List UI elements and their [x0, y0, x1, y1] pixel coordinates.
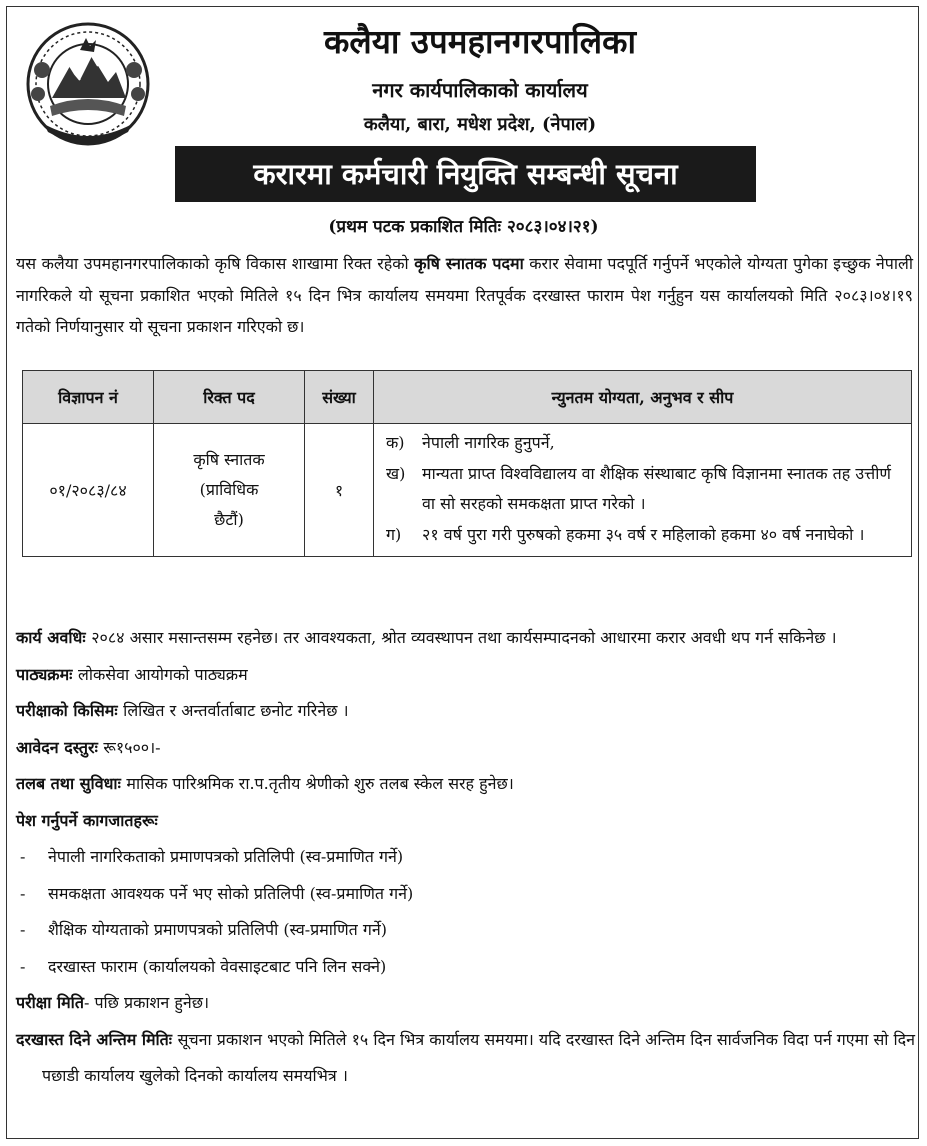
header-post: रिक्त पद: [154, 371, 305, 424]
office-address: कलैया, बारा, मधेश प्रदेश, (नेपाल): [363, 114, 597, 135]
work-term: कार्य अवधिः २०८४ असार मसान्तसम्म रहनेछ। तर आवश्यकता, श्रोत व्यवस्थापन तथा कार्यसम्पादनको आधारमा करार अवधी थप गर्न सकिनेछ ।: [16, 628, 837, 647]
qualification-item: [386, 459, 901, 520]
document-item: - दरखास्त फाराम (कार्यालयको वेवसाइटबाट पनि लिन सक्ने): [20, 956, 387, 976]
table-header-row: [23, 371, 912, 424]
post-line: छैटौं): [214, 510, 244, 529]
intro-post-name: कृषि स्नातक पदमा: [414, 254, 524, 273]
vacancy-table: [22, 370, 912, 557]
post-line: कृषि स्नातक: [193, 450, 265, 469]
syllabus: पाठ्यक्रमः लोकसेवा आयोगको पाठ्यक्रम: [16, 664, 248, 684]
office-name: नगर कार्यपालिकाको कार्यालय: [372, 78, 588, 102]
qualification-item: [386, 520, 901, 551]
exam-date: परीक्षा मिति- पछि प्रकाशन हुनेछ।: [16, 993, 210, 1012]
qualification-item: [386, 428, 901, 459]
application-deadline: दरखास्त दिने अन्तिम मितिः सूचना प्रकाशन भएको मितिले १५ दिन भित्र कार्यालय समयमा। यदि दरखास्त दिने अन्तिम दिन सार्वजनिक विदा पर्न गएमा सो दिन पछाडी कार्यालय खुलेको दिनको कार्यालय समयभित्र ।: [16, 1029, 916, 1085]
header-qualification: न्युनतम योग्यता, अनुभव र सीप: [374, 371, 912, 424]
exam-type: परीक्षाको किसिमः लिखित र अन्तर्वार्ताबाट छनोट गरिनेछ ।: [16, 701, 349, 720]
qualification-marker: क): [386, 433, 405, 452]
cell-post: [154, 424, 305, 557]
documents-heading: पेश गर्नुपर्ने कागजातहरूः: [16, 810, 158, 830]
document-item: - समकक्षता आवश्यक पर्ने भए सोको प्रतिलिपी (स्व-प्रमाणित गर्ने): [20, 883, 414, 903]
intro-text-1: यस कलैया उपमहानगरपालिकाको कृषि विकास शाखामा रिक्त रहेको: [16, 254, 415, 273]
notice-details: [16, 620, 916, 1095]
header-ad-number: विज्ञापन नं: [23, 371, 154, 424]
cell-count: १: [305, 424, 374, 557]
qualification-marker: ग): [386, 524, 402, 544]
header-count: संख्या: [305, 371, 374, 424]
municipality-emblem-icon: [20, 20, 156, 148]
publication-date: (प्रथम पटक प्रकाशित मितिः २०८३।०४।२१): [328, 217, 599, 237]
qualification-marker: ख): [386, 463, 406, 483]
qualification-text: नेपाली नागरिक हुनुपर्ने,: [422, 433, 555, 452]
organization-name: कलैया उपमहानगरपालिका: [323, 22, 637, 61]
document-item: - शैक्षिक योग्यताको प्रमाणपत्रको प्रतिलिपी (स्व-प्रमाणित गर्ने): [20, 920, 387, 939]
cell-ad-number: ०१/२०८३/८४: [23, 424, 154, 557]
cell-qualifications: [374, 424, 912, 557]
qualification-text: मान्यता प्राप्त विश्वविद्यालय वा शैक्षिक संस्थाबाट कृषि विज्ञानमा स्नातक तह उत्तीर्ण वा सो सरहको समकक्षता प्राप्त गरेको ।: [422, 463, 891, 513]
qualification-text: २१ वर्ष पुरा गरी पुरुषको हकमा ३५ वर्ष र महिलाको हकमा ४० वर्ष ननाघेको ।: [422, 524, 865, 544]
salary-benefits: तलब तथा सुविधाः मासिक पारिश्रमिक रा.प.तृतीय श्रेणीको शुरु तलब स्केल सरह हुनेछ।: [16, 774, 514, 793]
application-fee: आवेदन दस्तुरः रू१५००।-: [16, 737, 161, 757]
table-row: [23, 424, 912, 557]
intro-paragraph: [16, 248, 913, 343]
document-item: - नेपाली नागरिकताको प्रमाणपत्रको प्रतिलिपी (स्व-प्रमाणित गर्ने): [20, 847, 404, 866]
post-line: (प्राविधिक: [199, 480, 259, 499]
intro-text-2: करार सेवामा पदपूर्ति गर्नुपर्ने भएकोले योग्यता पुगेका इच्छुक नेपाली नागरिकले यो सूचना प्रकाशित भएको मितिले १५ दिन भित्र कार्यालय समयमा रितपूर्वक दरखास्त फाराम पेश गर्नुहुन यस कार्यालयको मिति २०८३।०४।१९ गतेको निर्णयानुसार यो सूचना प्रकाशन गरिएको छ।: [16, 254, 913, 336]
notice-title-banner: करारमा कर्मचारी नियुक्ति सम्बन्धी सूचना: [175, 146, 756, 202]
